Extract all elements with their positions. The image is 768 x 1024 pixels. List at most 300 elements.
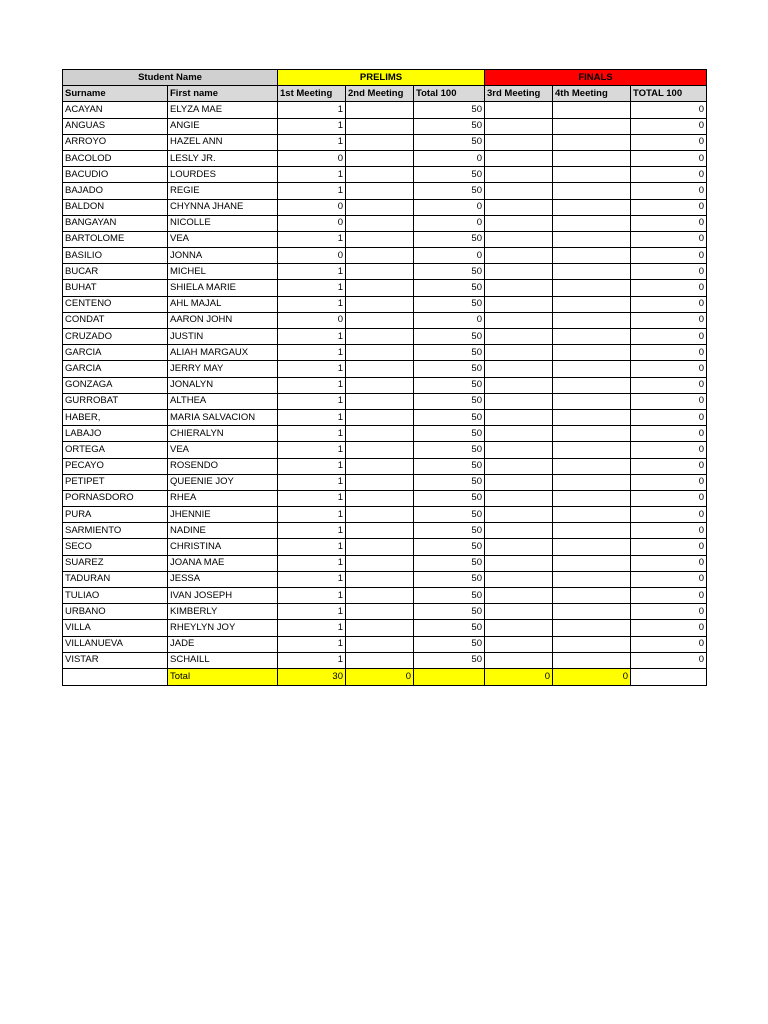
meeting-4-cell[interactable] — [553, 490, 631, 506]
surname-cell[interactable]: ARROYO — [63, 134, 168, 150]
meeting-4-cell[interactable] — [553, 636, 631, 652]
first-name-cell[interactable]: JONNA — [168, 248, 278, 264]
prelims-total-cell[interactable]: 0 — [414, 150, 485, 166]
surname-cell[interactable]: LABAJO — [63, 426, 168, 442]
first-name-cell[interactable]: SCHAILL — [168, 652, 278, 668]
prelims-total-cell[interactable]: 0 — [414, 199, 485, 215]
meeting-3-cell[interactable] — [485, 409, 553, 425]
meeting-1-cell[interactable]: 1 — [278, 652, 346, 668]
surname-cell[interactable]: BACOLOD — [63, 150, 168, 166]
surname-cell[interactable]: PETIPET — [63, 474, 168, 490]
first-name-cell[interactable]: AHL MAJAL — [168, 296, 278, 312]
meeting-4-cell[interactable] — [553, 588, 631, 604]
first-name-cell[interactable]: QUEENIE JOY — [168, 474, 278, 490]
meeting-2-cell[interactable] — [346, 474, 414, 490]
meeting-1-cell[interactable]: 1 — [278, 588, 346, 604]
prelims-total-cell[interactable]: 50 — [414, 490, 485, 506]
first-name-cell[interactable]: CHYNNA JHANE — [168, 199, 278, 215]
meeting-1-cell[interactable]: 1 — [278, 539, 346, 555]
meeting-2-cell[interactable] — [346, 555, 414, 571]
meeting-4-cell[interactable] — [553, 393, 631, 409]
first-name-cell[interactable]: JONALYN — [168, 377, 278, 393]
meeting-1-cell[interactable]: 1 — [278, 507, 346, 523]
meeting-3-cell[interactable] — [485, 490, 553, 506]
meeting-3-cell[interactable] — [485, 361, 553, 377]
meeting-1-cell[interactable]: 0 — [278, 199, 346, 215]
meeting-2-cell[interactable] — [346, 264, 414, 280]
meeting-2-cell[interactable] — [346, 458, 414, 474]
meeting-2-cell[interactable] — [346, 409, 414, 425]
meeting-3-cell[interactable] — [485, 604, 553, 620]
surname-cell[interactable]: TADURAN — [63, 571, 168, 587]
meeting-4-cell[interactable] — [553, 523, 631, 539]
column-header-4th-meeting[interactable]: 4th Meeting — [553, 86, 631, 102]
meeting-2-cell[interactable] — [346, 377, 414, 393]
finals-total-cell[interactable]: 0 — [631, 442, 707, 458]
surname-cell[interactable]: VILLA — [63, 620, 168, 636]
finals-total-cell[interactable]: 0 — [631, 150, 707, 166]
prelims-total-cell[interactable]: 50 — [414, 102, 485, 118]
finals-total-cell[interactable]: 0 — [631, 296, 707, 312]
surname-cell[interactable]: TULIAO — [63, 588, 168, 604]
meeting-3-cell[interactable] — [485, 183, 553, 199]
meeting-4-cell[interactable] — [553, 474, 631, 490]
meeting-2-cell[interactable] — [346, 199, 414, 215]
prelims-total-cell[interactable]: 50 — [414, 361, 485, 377]
meeting-2-cell[interactable] — [346, 280, 414, 296]
meeting-4-cell[interactable] — [553, 102, 631, 118]
surname-cell[interactable]: SECO — [63, 539, 168, 555]
meeting-2-cell[interactable] — [346, 345, 414, 361]
finals-total-cell[interactable]: 0 — [631, 329, 707, 345]
surname-cell[interactable]: CENTENO — [63, 296, 168, 312]
surname-cell[interactable]: HABER, — [63, 409, 168, 425]
meeting-1-cell[interactable]: 1 — [278, 523, 346, 539]
meeting-1-cell[interactable]: 1 — [278, 571, 346, 587]
total-1st-meeting[interactable]: 30 — [278, 668, 346, 685]
prelims-total-cell[interactable]: 50 — [414, 167, 485, 183]
first-name-cell[interactable]: RHEA — [168, 490, 278, 506]
meeting-4-cell[interactable] — [553, 620, 631, 636]
meeting-1-cell[interactable]: 1 — [278, 490, 346, 506]
first-name-cell[interactable]: ELYZA MAE — [168, 102, 278, 118]
total-3rd-meeting[interactable]: 0 — [485, 668, 553, 685]
meeting-1-cell[interactable]: 0 — [278, 248, 346, 264]
meeting-3-cell[interactable] — [485, 620, 553, 636]
meeting-2-cell[interactable] — [346, 248, 414, 264]
meeting-3-cell[interactable] — [485, 215, 553, 231]
prelims-total-cell[interactable]: 50 — [414, 652, 485, 668]
meeting-2-cell[interactable] — [346, 231, 414, 247]
meeting-2-cell[interactable] — [346, 215, 414, 231]
meeting-2-cell[interactable] — [346, 329, 414, 345]
prelims-total-cell[interactable]: 50 — [414, 231, 485, 247]
surname-cell[interactable]: BARTOLOME — [63, 231, 168, 247]
finals-total-cell[interactable]: 0 — [631, 620, 707, 636]
surname-cell[interactable]: BANGAYAN — [63, 215, 168, 231]
meeting-2-cell[interactable] — [346, 620, 414, 636]
meeting-3-cell[interactable] — [485, 588, 553, 604]
finals-total-cell[interactable]: 0 — [631, 539, 707, 555]
finals-total-cell[interactable]: 0 — [631, 345, 707, 361]
meeting-4-cell[interactable] — [553, 571, 631, 587]
prelims-total-cell[interactable]: 50 — [414, 329, 485, 345]
finals-total-cell[interactable]: 0 — [631, 361, 707, 377]
finals-total-cell[interactable]: 0 — [631, 248, 707, 264]
meeting-1-cell[interactable]: 1 — [278, 474, 346, 490]
total-4th-meeting[interactable]: 0 — [553, 668, 631, 685]
prelims-total-cell[interactable]: 0 — [414, 248, 485, 264]
totals-label[interactable]: Total — [168, 668, 278, 685]
first-name-cell[interactable]: LESLY JR. — [168, 150, 278, 166]
surname-cell[interactable]: BUCAR — [63, 264, 168, 280]
meeting-2-cell[interactable] — [346, 361, 414, 377]
finals-total-cell[interactable]: 0 — [631, 102, 707, 118]
first-name-cell[interactable]: AARON JOHN — [168, 312, 278, 328]
column-header-first-name[interactable]: First name — [168, 86, 278, 102]
meeting-3-cell[interactable] — [485, 652, 553, 668]
meeting-3-cell[interactable] — [485, 296, 553, 312]
surname-cell[interactable]: BACUDIO — [63, 167, 168, 183]
prelims-total-cell[interactable]: 50 — [414, 442, 485, 458]
finals-total-cell[interactable]: 0 — [631, 555, 707, 571]
meeting-2-cell[interactable] — [346, 183, 414, 199]
meeting-1-cell[interactable]: 1 — [278, 409, 346, 425]
surname-cell[interactable]: SUAREZ — [63, 555, 168, 571]
meeting-4-cell[interactable] — [553, 442, 631, 458]
finals-total-cell[interactable]: 0 — [631, 215, 707, 231]
prelims-total-cell[interactable]: 50 — [414, 264, 485, 280]
meeting-3-cell[interactable] — [485, 248, 553, 264]
table-row — [63, 264, 707, 280]
column-header-prelims-total[interactable]: Total 100 — [414, 86, 485, 102]
meeting-3-cell[interactable] — [485, 442, 553, 458]
meeting-3-cell[interactable] — [485, 231, 553, 247]
student-name-group-header[interactable]: Student Name — [63, 70, 278, 86]
meeting-4-cell[interactable] — [553, 345, 631, 361]
first-name-cell[interactable]: JUSTIN — [168, 329, 278, 345]
prelims-total-cell[interactable]: 50 — [414, 636, 485, 652]
surname-cell[interactable]: VISTAR — [63, 652, 168, 668]
surname-cell[interactable]: ANGUAS — [63, 118, 168, 134]
meeting-2-cell[interactable] — [346, 571, 414, 587]
meeting-2-cell[interactable] — [346, 102, 414, 118]
meeting-2-cell[interactable] — [346, 636, 414, 652]
first-name-cell[interactable]: JESSA — [168, 571, 278, 587]
surname-cell[interactable]: GARCIA — [63, 345, 168, 361]
meeting-1-cell[interactable]: 1 — [278, 345, 346, 361]
surname-cell[interactable]: GARCIA — [63, 361, 168, 377]
prelims-total-cell[interactable]: 50 — [414, 118, 485, 134]
meeting-4-cell[interactable] — [553, 377, 631, 393]
meeting-1-cell[interactable]: 1 — [278, 442, 346, 458]
prelims-total-cell[interactable]: 50 — [414, 345, 485, 361]
first-name-cell[interactable]: LOURDES — [168, 167, 278, 183]
finals-total-cell[interactable]: 0 — [631, 458, 707, 474]
meeting-1-cell[interactable]: 1 — [278, 604, 346, 620]
meeting-4-cell[interactable] — [553, 231, 631, 247]
meeting-1-cell[interactable]: 1 — [278, 555, 346, 571]
prelims-total-cell[interactable]: 50 — [414, 507, 485, 523]
meeting-2-cell[interactable] — [346, 604, 414, 620]
total-2nd-meeting[interactable]: 0 — [346, 668, 414, 685]
meeting-1-cell[interactable]: 1 — [278, 329, 346, 345]
meeting-1-cell[interactable]: 1 — [278, 361, 346, 377]
meeting-1-cell[interactable]: 1 — [278, 296, 346, 312]
first-name-cell[interactable]: NICOLLE — [168, 215, 278, 231]
meeting-1-cell[interactable]: 1 — [278, 426, 346, 442]
meeting-2-cell[interactable] — [346, 539, 414, 555]
finals-total-cell[interactable]: 0 — [631, 312, 707, 328]
finals-total-cell[interactable]: 0 — [631, 571, 707, 587]
meeting-2-cell[interactable] — [346, 523, 414, 539]
surname-cell[interactable]: ORTEGA — [63, 442, 168, 458]
finals-total-cell[interactable]: 0 — [631, 183, 707, 199]
meeting-4-cell[interactable] — [553, 409, 631, 425]
meeting-4-cell[interactable] — [553, 458, 631, 474]
prelims-total-cell[interactable]: 50 — [414, 523, 485, 539]
finals-total-cell[interactable]: 0 — [631, 118, 707, 134]
surname-cell[interactable]: ACAYAN — [63, 102, 168, 118]
prelims-total-cell[interactable]: 50 — [414, 539, 485, 555]
meeting-2-cell[interactable] — [346, 312, 414, 328]
meeting-4-cell[interactable] — [553, 555, 631, 571]
column-header-finals-total[interactable]: TOTAL 100 — [631, 86, 707, 102]
prelims-total-cell[interactable]: 50 — [414, 555, 485, 571]
surname-cell[interactable]: BUHAT — [63, 280, 168, 296]
meeting-1-cell[interactable]: 1 — [278, 183, 346, 199]
first-name-cell[interactable]: VEA — [168, 442, 278, 458]
meeting-2-cell[interactable] — [346, 426, 414, 442]
meeting-4-cell[interactable] — [553, 312, 631, 328]
surname-cell[interactable]: PECAYO — [63, 458, 168, 474]
finals-total-cell[interactable]: 0 — [631, 199, 707, 215]
prelims-total-cell[interactable]: 50 — [414, 393, 485, 409]
prelims-total-cell[interactable]: 50 — [414, 377, 485, 393]
column-header-3rd-meeting[interactable]: 3rd Meeting — [485, 86, 553, 102]
meeting-1-cell[interactable]: 1 — [278, 620, 346, 636]
prelims-group-header[interactable]: PRELIMS — [278, 70, 485, 86]
surname-cell[interactable]: PORNASDORO — [63, 490, 168, 506]
prelims-total-cell[interactable]: 50 — [414, 183, 485, 199]
meeting-4-cell[interactable] — [553, 118, 631, 134]
meeting-3-cell[interactable] — [485, 458, 553, 474]
meeting-4-cell[interactable] — [553, 280, 631, 296]
first-name-cell[interactable]: NADINE — [168, 523, 278, 539]
first-name-cell[interactable]: ANGIE — [168, 118, 278, 134]
surname-cell[interactable]: PURA — [63, 507, 168, 523]
meeting-4-cell[interactable] — [553, 150, 631, 166]
finals-group-header[interactable]: FINALS — [485, 70, 707, 86]
meeting-4-cell[interactable] — [553, 183, 631, 199]
meeting-4-cell[interactable] — [553, 215, 631, 231]
first-name-cell[interactable]: ROSENDO — [168, 458, 278, 474]
meeting-3-cell[interactable] — [485, 426, 553, 442]
meeting-3-cell[interactable] — [485, 280, 553, 296]
meeting-4-cell[interactable] — [553, 167, 631, 183]
surname-cell[interactable]: GURROBAT — [63, 393, 168, 409]
prelims-total-cell[interactable]: 50 — [414, 280, 485, 296]
meeting-4-cell[interactable] — [553, 539, 631, 555]
first-name-cell[interactable]: ALIAH MARGAUX — [168, 345, 278, 361]
finals-total-cell[interactable]: 0 — [631, 231, 707, 247]
prelims-total-cell[interactable]: 50 — [414, 571, 485, 587]
finals-total-cell[interactable]: 0 — [631, 490, 707, 506]
meeting-3-cell[interactable] — [485, 167, 553, 183]
meeting-3-cell[interactable] — [485, 345, 553, 361]
finals-total-cell[interactable]: 0 — [631, 523, 707, 539]
meeting-3-cell[interactable] — [485, 393, 553, 409]
meeting-2-cell[interactable] — [346, 134, 414, 150]
finals-total-cell[interactable]: 0 — [631, 474, 707, 490]
surname-cell[interactable]: URBANO — [63, 604, 168, 620]
prelims-total-cell[interactable]: 50 — [414, 474, 485, 490]
meeting-3-cell[interactable] — [485, 636, 553, 652]
meeting-4-cell[interactable] — [553, 426, 631, 442]
prelims-total-cell[interactable]: 50 — [414, 409, 485, 425]
meeting-2-cell[interactable] — [346, 490, 414, 506]
prelims-total-cell[interactable]: 50 — [414, 588, 485, 604]
meeting-4-cell[interactable] — [553, 329, 631, 345]
surname-cell[interactable]: CRUZADO — [63, 329, 168, 345]
finals-total-cell[interactable]: 0 — [631, 604, 707, 620]
meeting-2-cell[interactable] — [346, 507, 414, 523]
meeting-1-cell[interactable]: 1 — [278, 636, 346, 652]
meeting-1-cell[interactable]: 1 — [278, 118, 346, 134]
prelims-total-cell[interactable]: 50 — [414, 426, 485, 442]
finals-total-cell[interactable]: 0 — [631, 588, 707, 604]
meeting-4-cell[interactable] — [553, 296, 631, 312]
meeting-1-cell[interactable]: 1 — [278, 280, 346, 296]
meeting-1-cell[interactable]: 0 — [278, 312, 346, 328]
meeting-3-cell[interactable] — [485, 118, 553, 134]
meeting-3-cell[interactable] — [485, 571, 553, 587]
meeting-2-cell[interactable] — [346, 652, 414, 668]
first-name-cell[interactable]: IVAN JOSEPH — [168, 588, 278, 604]
meeting-4-cell[interactable] — [553, 199, 631, 215]
prelims-total-cell[interactable]: 50 — [414, 604, 485, 620]
surname-cell[interactable]: VILLANUEVA — [63, 636, 168, 652]
finals-total-cell[interactable]: 0 — [631, 652, 707, 668]
meeting-3-cell[interactable] — [485, 523, 553, 539]
prelims-total-cell[interactable]: 50 — [414, 620, 485, 636]
meeting-2-cell[interactable] — [346, 150, 414, 166]
first-name-cell[interactable]: MICHEL — [168, 264, 278, 280]
prelims-total-cell[interactable]: 50 — [414, 458, 485, 474]
first-name-cell[interactable]: RHEYLYN JOY — [168, 620, 278, 636]
finals-total-cell[interactable]: 0 — [631, 167, 707, 183]
meeting-4-cell[interactable] — [553, 361, 631, 377]
meeting-4-cell[interactable] — [553, 604, 631, 620]
finals-total-cell[interactable]: 0 — [631, 264, 707, 280]
meeting-2-cell[interactable] — [346, 118, 414, 134]
meeting-1-cell[interactable]: 0 — [278, 150, 346, 166]
meeting-1-cell[interactable]: 0 — [278, 215, 346, 231]
meeting-3-cell[interactable] — [485, 150, 553, 166]
meeting-2-cell[interactable] — [346, 393, 414, 409]
meeting-1-cell[interactable]: 1 — [278, 102, 346, 118]
meeting-3-cell[interactable] — [485, 264, 553, 280]
surname-cell[interactable]: BALDON — [63, 199, 168, 215]
meeting-4-cell[interactable] — [553, 652, 631, 668]
first-name-cell[interactable]: KIMBERLY — [168, 604, 278, 620]
meeting-4-cell[interactable] — [553, 134, 631, 150]
meeting-1-cell[interactable]: 1 — [278, 231, 346, 247]
column-header-surname[interactable]: Surname — [63, 86, 168, 102]
meeting-3-cell[interactable] — [485, 312, 553, 328]
finals-total-cell[interactable]: 0 — [631, 409, 707, 425]
meeting-2-cell[interactable] — [346, 588, 414, 604]
meeting-3-cell[interactable] — [485, 199, 553, 215]
surname-cell[interactable]: BAJADO — [63, 183, 168, 199]
meeting-1-cell[interactable]: 1 — [278, 167, 346, 183]
meeting-3-cell[interactable] — [485, 377, 553, 393]
first-name-cell[interactable]: ALTHEA — [168, 393, 278, 409]
surname-cell[interactable]: SARMIENTO — [63, 523, 168, 539]
meeting-2-cell[interactable] — [346, 296, 414, 312]
first-name-cell[interactable]: CHRISTINA — [168, 539, 278, 555]
finals-total-cell[interactable]: 0 — [631, 426, 707, 442]
meeting-4-cell[interactable] — [553, 248, 631, 264]
meeting-4-cell[interactable] — [553, 507, 631, 523]
meeting-3-cell[interactable] — [485, 507, 553, 523]
finals-total-cell[interactable]: 0 — [631, 507, 707, 523]
meeting-3-cell[interactable] — [485, 329, 553, 345]
surname-cell[interactable]: CONDAT — [63, 312, 168, 328]
totals-empty-cell[interactable] — [63, 668, 168, 685]
finals-total-cell[interactable]: 0 — [631, 393, 707, 409]
first-name-cell[interactable]: HAZEL ANN — [168, 134, 278, 150]
finals-total-cell[interactable]: 0 — [631, 280, 707, 296]
meeting-2-cell[interactable] — [346, 442, 414, 458]
first-name-cell[interactable]: JOANA MAE — [168, 555, 278, 571]
meeting-3-cell[interactable] — [485, 134, 553, 150]
total-finals-total[interactable] — [631, 668, 707, 685]
meeting-1-cell[interactable]: 1 — [278, 393, 346, 409]
prelims-total-cell[interactable]: 0 — [414, 215, 485, 231]
first-name-cell[interactable]: JADE — [168, 636, 278, 652]
surname-cell[interactable]: GONZAGA — [63, 377, 168, 393]
total-prelims-total[interactable] — [414, 668, 485, 685]
column-header-2nd-meeting[interactable]: 2nd Meeting — [346, 86, 414, 102]
first-name-cell[interactable]: JERRY MAY — [168, 361, 278, 377]
meeting-1-cell[interactable]: 1 — [278, 458, 346, 474]
meeting-1-cell[interactable]: 1 — [278, 377, 346, 393]
first-name-cell[interactable]: MARIA SALVACION — [168, 409, 278, 425]
prelims-total-cell[interactable]: 0 — [414, 312, 485, 328]
meeting-3-cell[interactable] — [485, 539, 553, 555]
first-name-cell[interactable]: REGIE — [168, 183, 278, 199]
first-name-cell[interactable]: CHIERALYN — [168, 426, 278, 442]
meeting-3-cell[interactable] — [485, 555, 553, 571]
surname-cell[interactable]: BASILIO — [63, 248, 168, 264]
meeting-1-cell[interactable]: 1 — [278, 134, 346, 150]
first-name-cell[interactable]: SHIELA MARIE — [168, 280, 278, 296]
prelims-total-cell[interactable]: 50 — [414, 134, 485, 150]
finals-total-cell[interactable]: 0 — [631, 134, 707, 150]
finals-total-cell[interactable]: 0 — [631, 636, 707, 652]
column-header-1st-meeting[interactable]: 1st Meeting — [278, 86, 346, 102]
meeting-3-cell[interactable] — [485, 102, 553, 118]
meeting-3-cell[interactable] — [485, 474, 553, 490]
first-name-cell[interactable]: VEA — [168, 231, 278, 247]
meeting-4-cell[interactable] — [553, 264, 631, 280]
finals-total-cell[interactable]: 0 — [631, 377, 707, 393]
first-name-cell[interactable]: JHENNIE — [168, 507, 278, 523]
meeting-1-cell[interactable]: 1 — [278, 264, 346, 280]
meeting-2-cell[interactable] — [346, 167, 414, 183]
prelims-total-cell[interactable]: 50 — [414, 296, 485, 312]
